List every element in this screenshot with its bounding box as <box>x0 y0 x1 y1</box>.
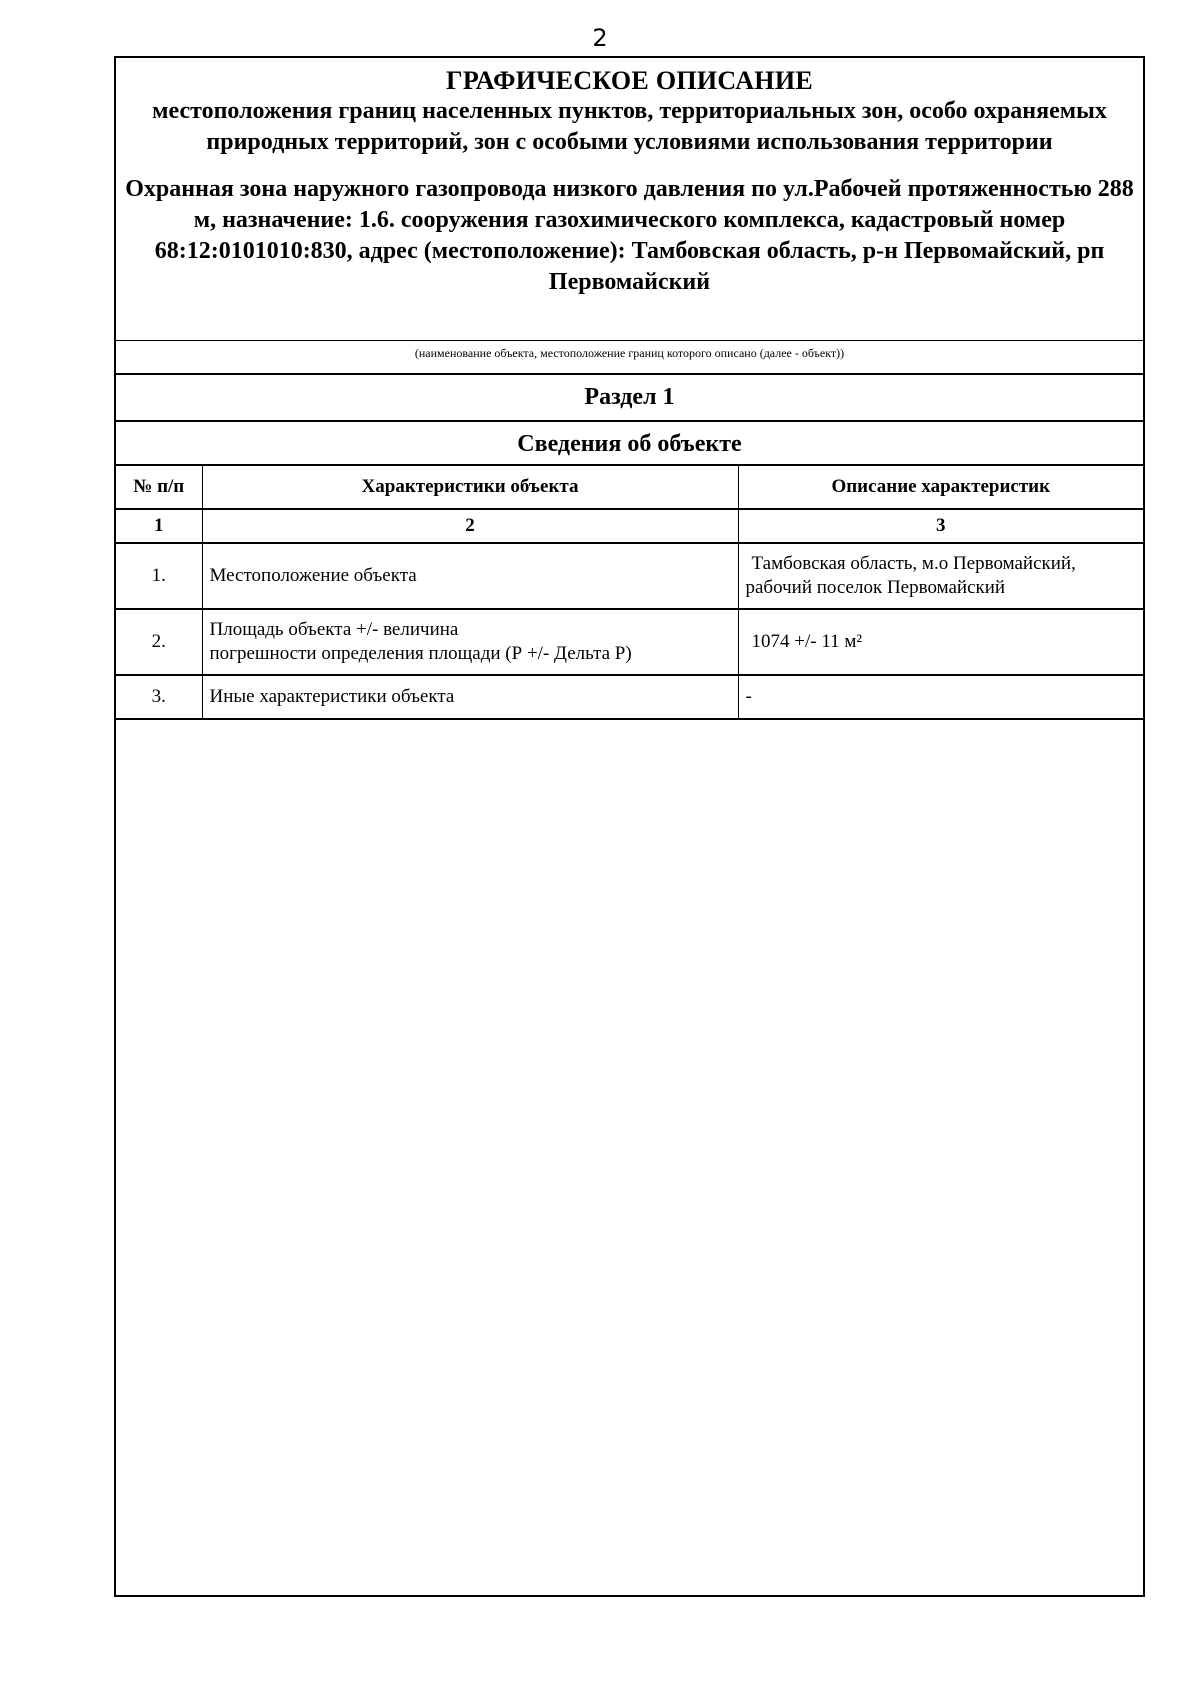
column-header-description: Описание характеристик <box>738 465 1143 509</box>
row-description <box>738 675 1143 719</box>
document-title: ГРАФИЧЕСКОЕ ОПИСАНИЕ <box>446 66 813 95</box>
characteristic-line: погрешности определения площади (Р +/- Дельта Р) <box>209 643 632 664</box>
title-block <box>116 58 1143 340</box>
object-info-table <box>116 464 1143 720</box>
row-description <box>738 609 1143 675</box>
characteristic-line: Местоположение объекта <box>209 565 417 586</box>
table-header-row <box>116 465 1143 509</box>
row-number: 2. <box>116 609 202 675</box>
document-subtitle: местоположения границ населенных пунктов, территориальных зон, особо охраняемых природных территорий, зон с особыми условиями использования территории <box>152 98 1107 155</box>
characteristic-line: Площадь объекта +/- величина <box>209 619 459 640</box>
table-row <box>116 609 1143 675</box>
description-line: Тамбовская область, м.о Первомайский, <box>751 553 1076 574</box>
characteristic-line: Иные характеристики объекта <box>209 686 455 707</box>
table-row <box>116 543 1143 609</box>
column-number-row <box>116 509 1143 543</box>
column-number: 1 <box>116 509 202 543</box>
document-frame <box>114 56 1145 1597</box>
table-row <box>116 675 1143 719</box>
object-name: Охранная зона наружного газопровода низкого давления по ул.Рабочей протяженностью 288 м, назначение: 1.6. сооружения газохимического комплекса, кадастровый номер 68:12:0101010:830, адрес (местоположение): Тамбовская область, р-н Первомайский, рп Первомайский <box>125 176 1134 295</box>
object-caption: (наименование объекта, местоположение границ которого описано (далее - объект)) <box>116 340 1143 375</box>
row-number: 3. <box>116 675 202 719</box>
page-number: 2 <box>592 24 608 52</box>
row-description <box>738 543 1143 609</box>
section-subtitle: Сведения об объекте <box>116 420 1143 466</box>
column-number: 3 <box>738 509 1143 543</box>
description-line: рабочий поселок Первомайский <box>745 577 1006 598</box>
column-header-characteristic: Характеристики объекта <box>202 465 738 509</box>
description-line: - <box>745 686 752 707</box>
section-title: Раздел 1 <box>116 373 1143 420</box>
row-characteristic <box>202 609 738 675</box>
row-number: 1. <box>116 543 202 609</box>
column-number: 2 <box>202 509 738 543</box>
row-characteristic <box>202 675 738 719</box>
description-line: 1074 +/- 11 м² <box>751 631 863 652</box>
column-header-number: № п/п <box>116 465 202 509</box>
row-characteristic <box>202 543 738 609</box>
